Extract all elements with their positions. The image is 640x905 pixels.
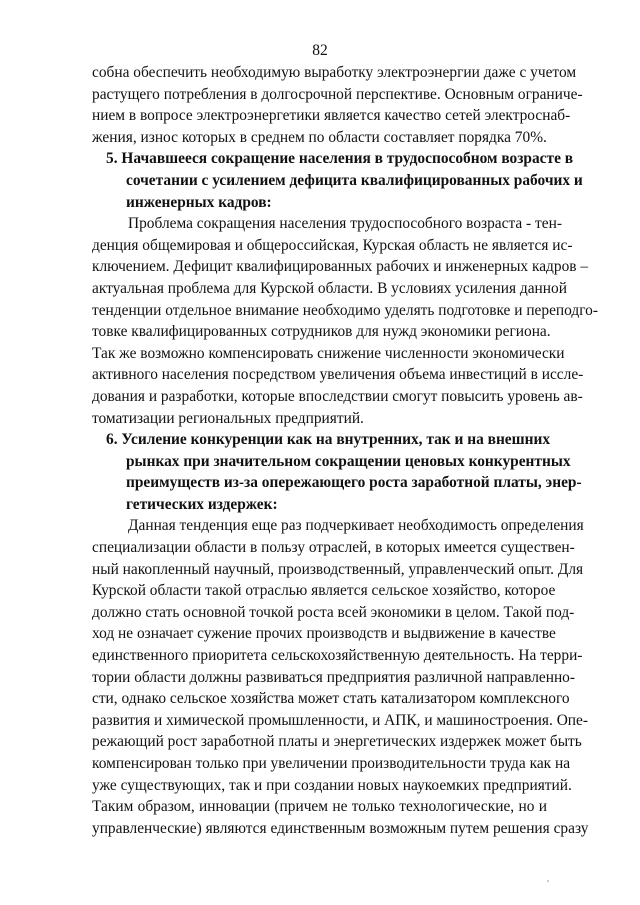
text-line: ный накопленный научный, производственный, управленческий опыт. Для	[92, 560, 584, 578]
heading-line: инженерных кадров:	[126, 193, 272, 211]
text-line: Проблема сокращения населения трудоспособного возраста - тен-	[128, 215, 562, 233]
heading-line: гетических издержек:	[126, 495, 278, 513]
text-line: нием в вопросе электроэнергетики является качество сетей электроснаб-	[92, 107, 571, 125]
heading-line: 5. Начавшееся сокращение населения в трудоспособном возрасте в	[106, 150, 574, 168]
text-line: единственного приоритета сельскохозяйственную деятельность. На терри-	[92, 647, 583, 665]
heading-line: сочетании с усилением дефицита квалифицированных рабочих и	[126, 171, 583, 189]
text-line: уже существующих, так и при создании новых наукоемких предприятий.	[92, 776, 572, 794]
section-heading-6	[92, 429, 582, 515]
text-line: активного населения посредством увеличения объема инвестиций в иссле-	[92, 366, 584, 384]
section-heading-5	[92, 148, 583, 213]
paragraph-intro	[92, 62, 583, 148]
text-line: ход не означает сужение прочих производств и выдвижение в качестве	[92, 625, 556, 643]
text-line: актуальная проблема для Курской области. В условиях усиления данной	[92, 279, 567, 297]
text-line: режающий рост заработной платы и энергетических издержек может быть	[92, 733, 582, 751]
text-line: компенсирован только при увеличении производительности труда как на	[92, 755, 571, 772]
text-line: специализации области в пользу отраслей, в которых имеется существен-	[92, 539, 575, 557]
paragraph-section-5	[92, 213, 598, 429]
text-line: должно стать основной точкой роста всей экономики в целом. Такой под-	[92, 603, 575, 621]
page-body	[92, 62, 598, 839]
paragraph-section-6	[92, 515, 589, 839]
heading-line: преимуществ из-за опережающего роста заработной платы, энер-	[126, 474, 582, 492]
text-line: тенденции отдельное внимание необходимо уделять подготовке и переподго-	[92, 301, 598, 319]
heading-line: 6. Усиление конкуренции как на внутренних, так и на внешних	[106, 431, 551, 449]
text-line: томатизации региональных предприятий.	[92, 409, 364, 427]
text-line: Таким образом, инновации (причем не только технологические, но и	[92, 798, 547, 816]
text-line: Данная тенденция еще раз подчеркивает необходимость определения	[128, 517, 584, 535]
text-line: растущего потребления в долгосрочной перспективе. Основным ограниче-	[92, 85, 583, 103]
text-line: денция общемировая и общероссийская, Курская область не является ис-	[92, 236, 573, 254]
heading-line: рынках при значительном сокращении ценовых конкурентных	[126, 452, 571, 470]
text-line: Курской области такой отраслью является сельское хозяйство, которое	[92, 582, 556, 600]
text-line: ключением. Дефицит квалифицированных рабочих и инженерных кадров –	[92, 258, 589, 276]
text-line: собна обеспечить необходимую выработку электроэнергии даже с учетом	[92, 64, 577, 81]
text-line: товке квалифицированных сотрудников для нужд экономики региона.	[92, 323, 551, 341]
text-line: тории области должны развиваться предприятия различной направленно-	[92, 668, 575, 686]
scan-dot	[547, 880, 549, 882]
text-line: развития и химической промышленности, и АПК, и машиностроения. Опе-	[92, 711, 589, 729]
page-number: 82	[312, 42, 328, 59]
text-line: сти, однако сельское хозяйства может стать катализатором комплексного	[92, 690, 570, 708]
text-line: Так же возможно компенсировать снижение численности экономически	[92, 344, 565, 362]
text-line: жения, износ которых в среднем по области составляет порядка 70%.	[92, 128, 547, 146]
text-line: управленческие) являются единственным возможным путем решения сразу	[92, 819, 589, 837]
text-line: дования и разработки, которые впоследствии смогут повысить уровень ав-	[92, 387, 583, 405]
